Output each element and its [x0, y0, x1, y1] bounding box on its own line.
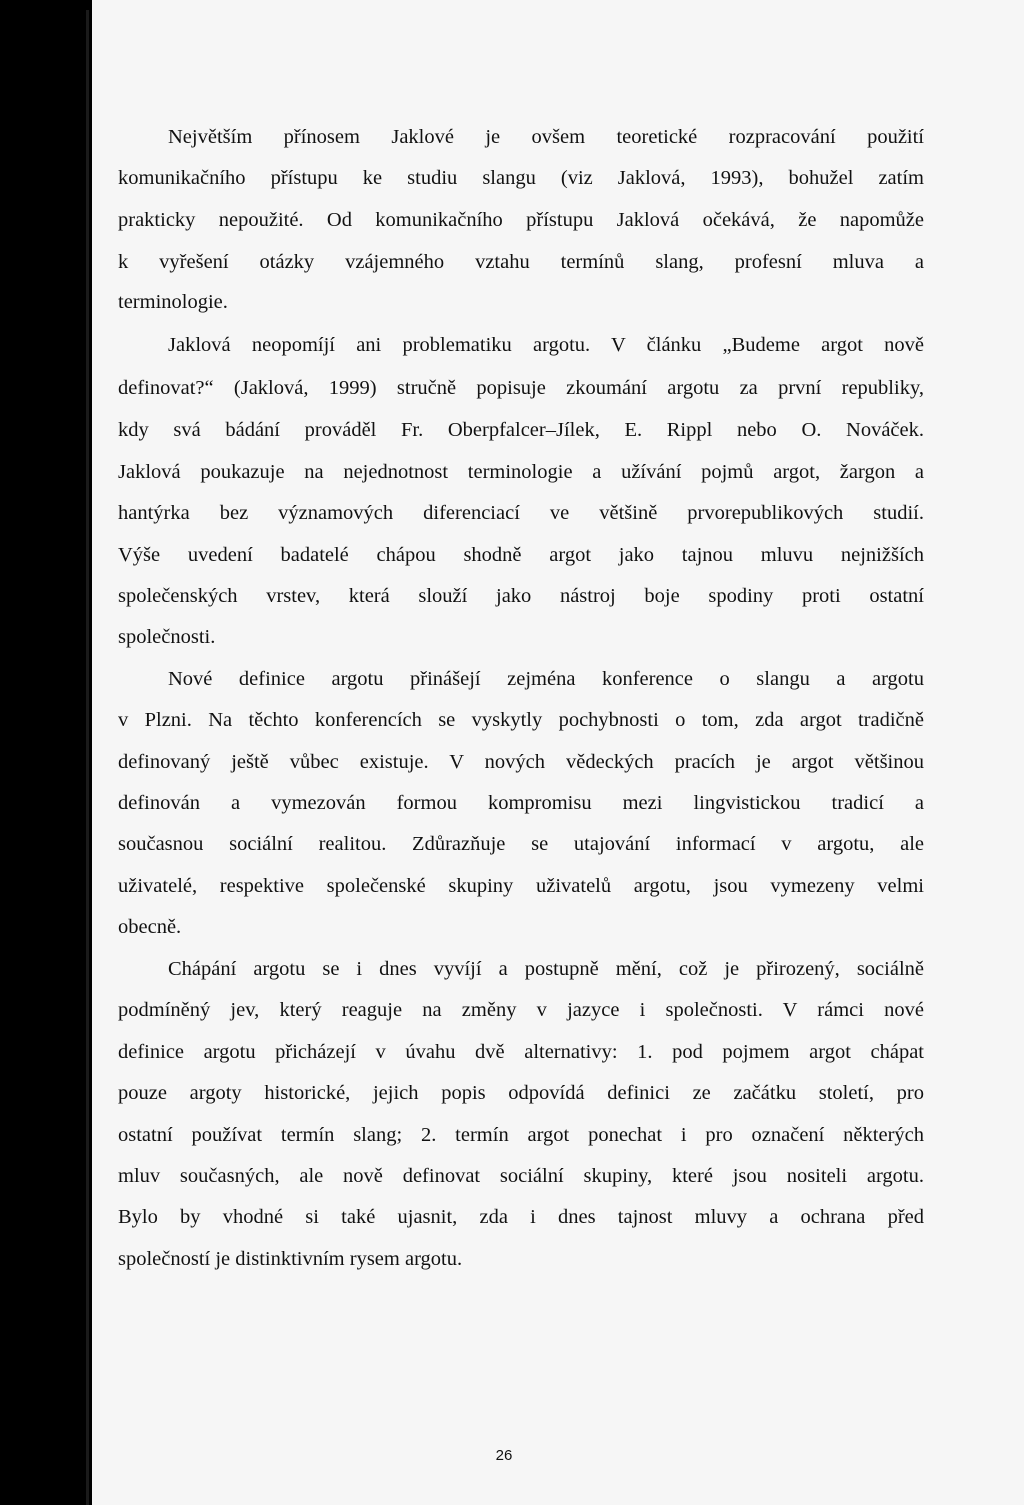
- text-line: terminologie.: [118, 291, 228, 313]
- text-line: Bylo by vhodné si také ujasnit, zda i dnes tajnost mluvy a ochrana před: [118, 1206, 924, 1228]
- page-binding-edge: [86, 10, 89, 1505]
- text-line: definice argotu přicházejí v úvahu dvě alternativy: 1. pod pojmem argot chápat: [118, 1041, 924, 1063]
- text-line: uživatelé, respektive společenské skupiny uživatelů argotu, jsou vymezeny velmi: [118, 875, 924, 897]
- text-line: definován a vymezován formou kompromisu mezi lingvistickou tradicí a: [118, 792, 924, 814]
- page-number: 26: [495, 1447, 513, 1464]
- text-line: Největším přínosem Jaklové je ovšem teoretické rozpracování použití: [168, 126, 924, 148]
- text-line: Jaklová poukazuje na nejednotnost terminologie a užívání pojmů argot, žargon a: [118, 461, 924, 483]
- text-line: v Plzni. Na těchto konferencích se vyskytly pochybnosti o tom, zda argot tradičně: [118, 709, 924, 731]
- text-line: ostatní používat termín slang; 2. termín argot ponechat i pro označení některých: [118, 1124, 924, 1146]
- text-line: Chápání argotu se i dnes vyvíjí a postupně mění, což je přirozený, sociálně: [168, 958, 924, 980]
- text-line: společnosti.: [118, 626, 216, 648]
- text-line: hantýrka bez významových diferenciací ve většině prvorepublikových studií.: [118, 502, 924, 524]
- text-line: pouze argoty historické, jejich popis odpovídá definici ze začátku století, pro: [118, 1082, 924, 1104]
- text-line: Výše uvedení badatelé chápou shodně argot jako tajnou mluvu nejnižších: [118, 544, 924, 566]
- text-line: mluv současných, ale nově definovat sociální skupiny, které jsou nositeli argotu.: [118, 1165, 924, 1187]
- text-line: společenských vrstev, která slouží jako nástroj boje spodiny proti ostatní: [118, 585, 924, 607]
- text-line: podmíněný jev, který reaguje na změny v jazyce i společnosti. V rámci nové: [118, 999, 924, 1021]
- text-line: k vyřešení otázky vzájemného vztahu termínů slang, profesní mluva a: [118, 251, 924, 273]
- text-line: společností je distinktivním rysem argotu.: [118, 1248, 463, 1270]
- text-line: kdy svá bádání prováděl Fr. Oberpfalcer–Jílek, E. Rippl nebo O. Nováček.: [118, 419, 924, 441]
- text-line: Nové definice argotu přinášejí zejména konference o slangu a argotu: [168, 668, 924, 690]
- text-line: současnou sociální realitou. Zdůrazňuje se utajování informací v argotu, ale: [118, 833, 924, 855]
- scanned-page: [92, 0, 1024, 1505]
- text-line: obecně.: [118, 916, 182, 938]
- text-line: Jaklová neopomíjí ani problematiku argotu. V článku „Budeme argot nově: [168, 334, 924, 356]
- text-line: prakticky nepoužité. Od komunikačního přístupu Jaklová očekává, že napomůže: [118, 209, 924, 231]
- text-line: komunikačního přístupu ke studiu slangu (viz Jaklová, 1993), bohužel zatím: [118, 167, 924, 189]
- text-line: definovat?“ (Jaklová, 1999) stručně popisuje zkoumání argotu za první republiky,: [118, 377, 924, 399]
- text-line: definovaný ještě vůbec existuje. V nových vědeckých pracích je argot většinou: [118, 751, 924, 773]
